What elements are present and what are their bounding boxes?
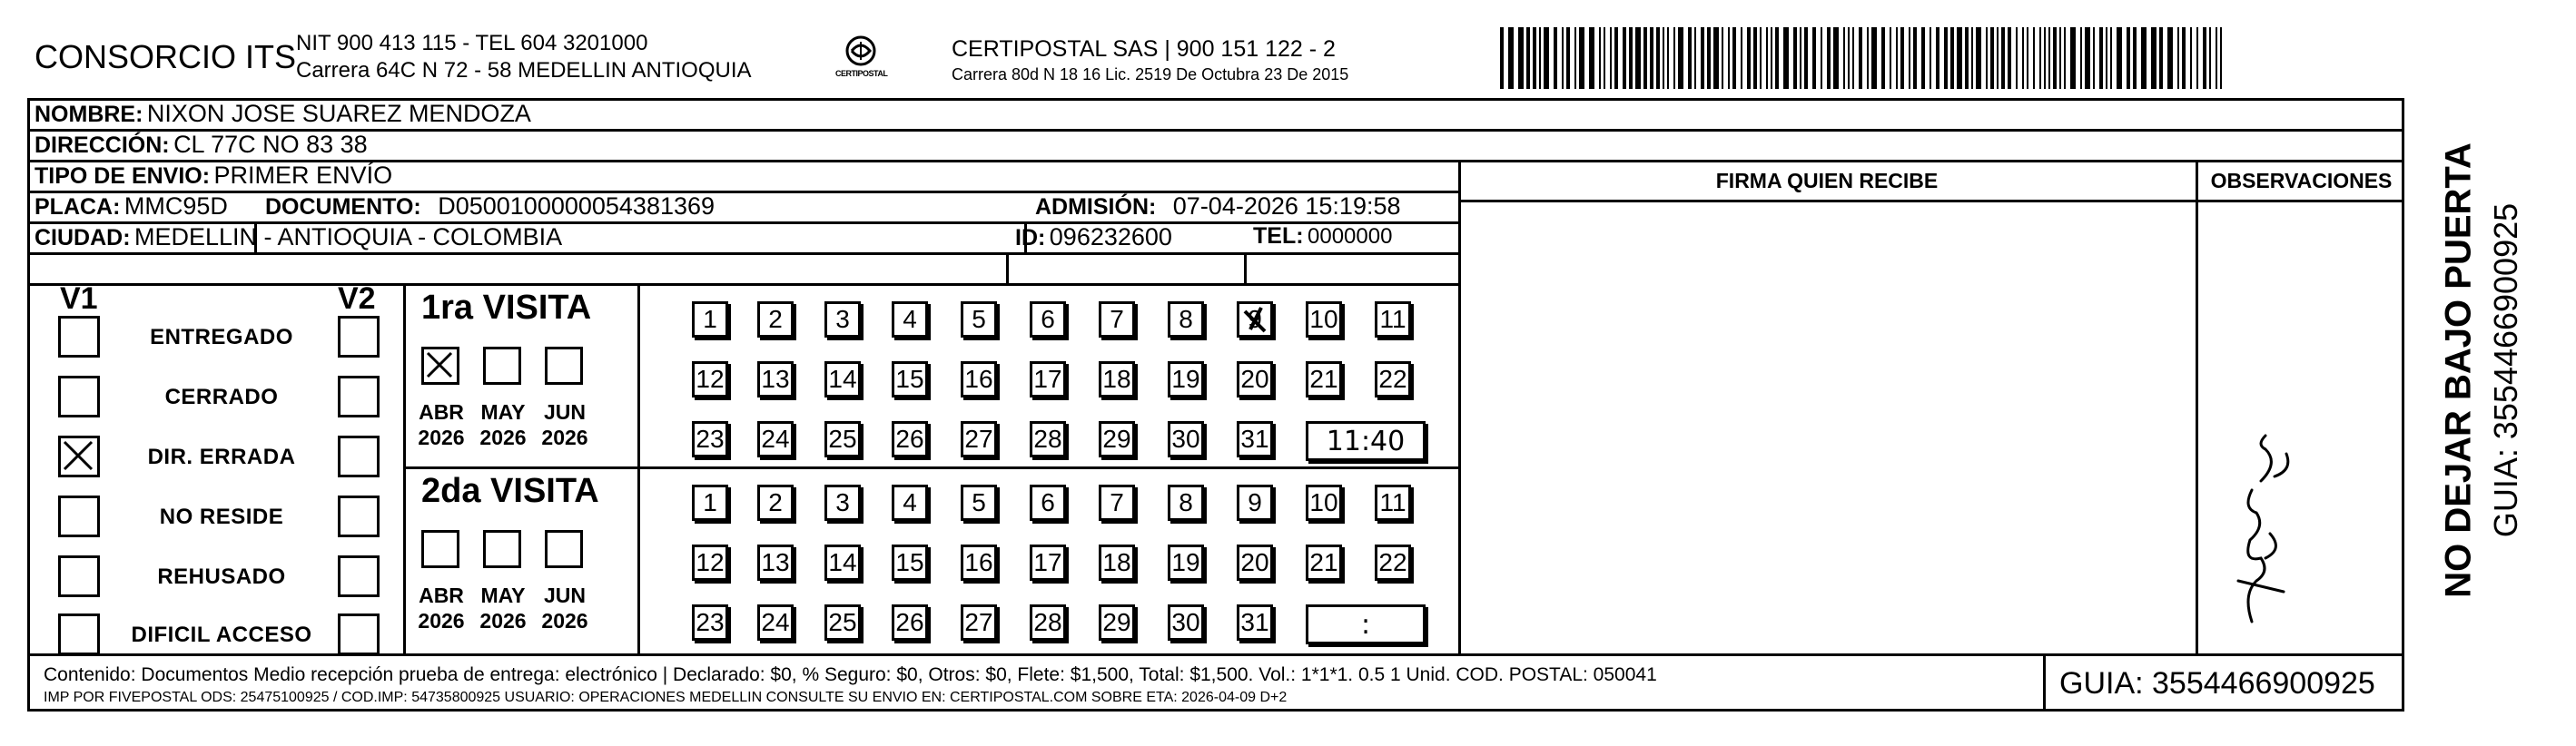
company-nit: NIT 900 413 115 - TEL 604 3201000 bbox=[296, 31, 648, 55]
day-number: 11 bbox=[1379, 488, 1406, 516]
admision-row bbox=[1035, 192, 1401, 221]
month-label-0-2 bbox=[538, 399, 592, 450]
nombre-value: NIXON JOSE SUAREZ MENDOZA bbox=[146, 100, 531, 127]
day-box-0-17[interactable] bbox=[1030, 361, 1066, 398]
day-box-0-7[interactable] bbox=[1099, 301, 1135, 338]
day-box-0-24[interactable] bbox=[757, 421, 794, 457]
certipostal-line2: Carrera 80d N 18 16 Lic. 2519 De Octubra 23 De 2015 bbox=[952, 65, 1349, 83]
day-number: 28 bbox=[1033, 608, 1062, 636]
direccion-row bbox=[35, 131, 368, 159]
day-box-0-20[interactable] bbox=[1237, 361, 1273, 398]
day-box-0-18[interactable] bbox=[1099, 361, 1135, 398]
day-number: 13 bbox=[761, 548, 790, 576]
day-box-0-1[interactable] bbox=[692, 301, 728, 338]
tel-value: 0000000 bbox=[1308, 224, 1393, 249]
month-year: 2026 bbox=[479, 426, 527, 449]
v2-checkbox-2[interactable] bbox=[338, 436, 380, 477]
day-number: 20 bbox=[1240, 365, 1269, 393]
month-name: ABR bbox=[419, 400, 464, 424]
x-mark-icon bbox=[61, 438, 97, 475]
month-year: 2026 bbox=[418, 426, 465, 449]
day-number: 26 bbox=[895, 608, 924, 636]
day-number: 25 bbox=[828, 608, 857, 636]
v2-checkbox-3[interactable] bbox=[338, 496, 380, 537]
tipo-value: PRIMER ENVÍO bbox=[213, 162, 393, 189]
day-box-0-15[interactable] bbox=[892, 361, 928, 398]
day-box-1-17[interactable] bbox=[1030, 545, 1066, 581]
month-year: 2026 bbox=[541, 426, 588, 449]
day-box-0-8[interactable] bbox=[1168, 301, 1204, 338]
footer-guia: GUIA: 3554466900925 bbox=[2059, 666, 2375, 701]
day-box-0-11[interactable] bbox=[1375, 301, 1411, 338]
day-number: 2 bbox=[768, 305, 783, 333]
day-box-0-13[interactable] bbox=[757, 361, 794, 398]
day-number: 17 bbox=[1033, 548, 1062, 576]
nombre-label: NOMBRE: bbox=[35, 102, 143, 127]
day-box-1-16[interactable] bbox=[961, 545, 997, 581]
month-label-0-1 bbox=[476, 399, 530, 450]
day-box-1-8[interactable] bbox=[1168, 485, 1204, 521]
day-number: 31 bbox=[1240, 425, 1269, 453]
day-box-0-28[interactable] bbox=[1030, 421, 1066, 457]
day-number: 19 bbox=[1171, 365, 1200, 393]
placa-value: MMC95D bbox=[123, 192, 228, 220]
day-number: 27 bbox=[964, 608, 993, 636]
status-label-2: DIR. ERRADA bbox=[147, 445, 296, 469]
day-box-1-25[interactable] bbox=[824, 604, 861, 641]
day-number: 22 bbox=[1378, 365, 1407, 393]
day-box-0-26[interactable] bbox=[892, 421, 928, 457]
firma-label: FIRMA QUIEN RECIBE bbox=[1715, 169, 1939, 192]
day-box-1-15[interactable] bbox=[892, 545, 928, 581]
day-box-0-14[interactable] bbox=[824, 361, 861, 398]
day-number: 24 bbox=[761, 425, 790, 453]
admision-value: 07-04-2026 15:19:58 bbox=[1172, 192, 1401, 220]
id-label: ID: bbox=[1015, 225, 1046, 250]
day-number: 22 bbox=[1378, 548, 1407, 576]
day-box-1-9[interactable] bbox=[1237, 485, 1273, 521]
day-box-1-30[interactable] bbox=[1168, 604, 1204, 641]
v1-checkbox-4[interactable] bbox=[58, 555, 100, 597]
day-box-0-31[interactable] bbox=[1237, 421, 1273, 457]
certipostal-logo bbox=[832, 33, 890, 87]
day-box-0-16[interactable] bbox=[961, 361, 997, 398]
day-box-1-10[interactable] bbox=[1306, 485, 1342, 521]
day-check-mark-icon bbox=[1239, 304, 1270, 335]
time-value: 11:40 bbox=[1326, 425, 1406, 457]
signature-area[interactable] bbox=[1461, 202, 2196, 653]
ciudad-label: CIUDAD: bbox=[35, 225, 131, 250]
day-number: 1 bbox=[703, 305, 717, 333]
time-box-0[interactable] bbox=[1306, 421, 1426, 461]
day-box-1-28[interactable] bbox=[1030, 604, 1066, 641]
day-box-1-14[interactable] bbox=[824, 545, 861, 581]
tipo-row bbox=[35, 162, 392, 190]
day-box-1-7[interactable] bbox=[1099, 485, 1135, 521]
day-number: 30 bbox=[1171, 608, 1200, 636]
day-box-0-23[interactable] bbox=[692, 421, 728, 457]
day-number: 23 bbox=[696, 425, 725, 453]
v2-checkbox-4[interactable] bbox=[338, 555, 380, 597]
month-name: MAY bbox=[480, 400, 526, 424]
documento-value: D0500100000054381369 bbox=[438, 192, 716, 220]
day-box-1-20[interactable] bbox=[1237, 545, 1273, 581]
admision-label: ADMISIÓN: bbox=[1035, 194, 1157, 220]
day-box-0-9[interactable] bbox=[1237, 301, 1273, 338]
status-label-3: NO RESIDE bbox=[159, 505, 284, 529]
day-number: 4 bbox=[903, 305, 917, 333]
day-box-0-2[interactable] bbox=[757, 301, 794, 338]
day-box-1-19[interactable] bbox=[1168, 545, 1204, 581]
placa-label: PLACA: bbox=[35, 194, 121, 220]
documento-row bbox=[265, 192, 715, 221]
v1-checkbox-2[interactable] bbox=[58, 436, 100, 477]
id-value: 096232600 bbox=[1049, 223, 1172, 250]
direccion-value: CL 77C NO 83 38 bbox=[173, 131, 368, 158]
day-box-1-2[interactable] bbox=[757, 485, 794, 521]
day-number: 4 bbox=[903, 488, 917, 516]
day-number: 24 bbox=[761, 608, 790, 636]
day-box-1-31[interactable] bbox=[1237, 604, 1273, 641]
v2-checkbox-1[interactable] bbox=[338, 376, 380, 417]
visit-title-0: 1ra VISITA bbox=[421, 289, 592, 327]
day-number: 26 bbox=[895, 425, 924, 453]
month-name: JUN bbox=[543, 400, 586, 424]
day-box-0-29[interactable] bbox=[1099, 421, 1135, 457]
day-number: 29 bbox=[1102, 608, 1131, 636]
handwritten-signature bbox=[2216, 427, 2306, 635]
day-number: 25 bbox=[828, 425, 857, 453]
company-address: Carrera 64C N 72 - 58 MEDELLIN ANTIOQUIA bbox=[296, 58, 752, 83]
month-year: 2026 bbox=[479, 609, 527, 633]
month-year: 2026 bbox=[418, 609, 465, 633]
tel-label: TEL: bbox=[1253, 223, 1304, 249]
day-box-1-26[interactable] bbox=[892, 604, 928, 641]
month-checkbox-1-jun[interactable] bbox=[545, 530, 583, 568]
day-number: 9 bbox=[1248, 305, 1262, 333]
month-label-1-0 bbox=[414, 583, 469, 633]
day-number: 30 bbox=[1171, 425, 1200, 453]
day-number: 23 bbox=[696, 608, 725, 636]
day-box-1-4[interactable] bbox=[892, 485, 928, 521]
day-box-1-11[interactable] bbox=[1375, 485, 1411, 521]
day-box-1-21[interactable] bbox=[1306, 545, 1342, 581]
day-number: 1 bbox=[703, 488, 717, 516]
day-number: 5 bbox=[972, 488, 986, 516]
day-box-1-1[interactable] bbox=[692, 485, 728, 521]
day-box-0-3[interactable] bbox=[824, 301, 861, 338]
day-number: 3 bbox=[835, 488, 850, 516]
day-number: 15 bbox=[895, 548, 924, 576]
day-number: 21 bbox=[1309, 548, 1338, 576]
month-label-1-2 bbox=[538, 583, 592, 633]
status-label-5: DIFICIL ACCESO bbox=[131, 623, 312, 647]
observaciones-label: OBSERVACIONES bbox=[2210, 169, 2393, 192]
day-number: 8 bbox=[1179, 488, 1193, 516]
day-number: 2 bbox=[768, 488, 783, 516]
footer-line1: Contenido: Documentos Medio recepción prueba de entrega: electrónico | Declarado: $0, % Seguro: $0, Otros: $0, Flete: $1,500, Total: $1,500. Vol.: 1*1*1. 0.5 1 Unid. COD. POSTAL: 050041 bbox=[44, 664, 1657, 685]
day-box-0-10[interactable] bbox=[1306, 301, 1342, 338]
day-box-0-25[interactable] bbox=[824, 421, 861, 457]
month-checkbox-0-may[interactable] bbox=[483, 347, 521, 385]
day-number: 18 bbox=[1102, 548, 1131, 576]
month-year: 2026 bbox=[541, 609, 588, 633]
id-row bbox=[1015, 223, 1172, 251]
v2-label: V2 bbox=[338, 281, 376, 316]
v1-label: V1 bbox=[60, 281, 98, 316]
footer-line2: IMP POR FIVEPOSTAL ODS: 25475100925 / COD.IMP: 54735800925 USUARIO: OPERACIONES MEDELLIN CONSULTE SU ENVIO EN: CERTIPOSTAL.COM SOBRE ETA: 2026-04-09 D+2 bbox=[44, 690, 1288, 705]
day-box-1-12[interactable] bbox=[692, 545, 728, 581]
day-number: 6 bbox=[1041, 305, 1055, 333]
v1-checkbox-1[interactable] bbox=[58, 376, 100, 417]
barcode bbox=[1500, 27, 2225, 89]
month-checkbox-1-abr[interactable] bbox=[421, 530, 459, 568]
day-box-0-30[interactable] bbox=[1168, 421, 1204, 457]
tel-row bbox=[1253, 223, 1392, 250]
day-box-0-5[interactable] bbox=[961, 301, 997, 338]
side-no-dejar: NO DEJAR BAJO PUERTA bbox=[2438, 142, 2479, 598]
day-box-1-18[interactable] bbox=[1099, 545, 1135, 581]
day-number: 9 bbox=[1248, 488, 1262, 516]
day-number: 10 bbox=[1309, 305, 1338, 333]
day-number: 19 bbox=[1171, 548, 1200, 576]
certipostal-logo-icon bbox=[832, 33, 890, 87]
tipo-label: TIPO DE ENVIO: bbox=[35, 163, 211, 189]
day-box-0-4[interactable] bbox=[892, 301, 928, 338]
v2-checkbox-5[interactable] bbox=[338, 613, 380, 655]
day-box-1-24[interactable] bbox=[757, 604, 794, 641]
status-label-4: REHUSADO bbox=[157, 564, 286, 589]
v1-checkbox-3[interactable] bbox=[58, 496, 100, 537]
visit-title-1: 2da VISITA bbox=[421, 472, 599, 510]
day-box-0-21[interactable] bbox=[1306, 361, 1342, 398]
certipostal-line1: CERTIPOSTAL SAS | 900 151 122 - 2 bbox=[952, 36, 1336, 62]
day-box-0-22[interactable] bbox=[1375, 361, 1411, 398]
day-number: 12 bbox=[696, 548, 725, 576]
v2-checkbox-0[interactable] bbox=[338, 316, 380, 358]
v1-checkbox-5[interactable] bbox=[58, 613, 100, 655]
documento-label: DOCUMENTO: bbox=[265, 194, 421, 220]
day-number: 8 bbox=[1179, 305, 1193, 333]
status-label-0: ENTREGADO bbox=[150, 325, 293, 349]
v1-checkbox-0[interactable] bbox=[58, 316, 100, 358]
day-number: 21 bbox=[1309, 365, 1338, 393]
time-box-1[interactable] bbox=[1306, 604, 1426, 644]
day-number: 7 bbox=[1110, 305, 1124, 333]
day-number: 11 bbox=[1379, 305, 1406, 333]
ciudad-row bbox=[35, 223, 562, 251]
day-number: 31 bbox=[1240, 608, 1269, 636]
placa-row bbox=[35, 192, 228, 221]
month-checkbox-0-jun[interactable] bbox=[545, 347, 583, 385]
day-box-1-27[interactable] bbox=[961, 604, 997, 641]
day-number: 14 bbox=[828, 548, 857, 576]
month-name: ABR bbox=[419, 584, 464, 607]
company-name: CONSORCIO ITS bbox=[35, 38, 297, 75]
day-number: 27 bbox=[964, 425, 993, 453]
day-number: 16 bbox=[964, 548, 993, 576]
month-label-1-1 bbox=[476, 583, 530, 633]
day-box-1-6[interactable] bbox=[1030, 485, 1066, 521]
day-box-1-13[interactable] bbox=[757, 545, 794, 581]
day-number: 5 bbox=[972, 305, 986, 333]
time-value: : bbox=[1360, 608, 1371, 641]
ciudad-value: MEDELLIN - ANTIOQUIA - COLOMBIA bbox=[134, 223, 563, 250]
day-box-1-22[interactable] bbox=[1375, 545, 1411, 581]
day-box-0-12[interactable] bbox=[692, 361, 728, 398]
x-mark-icon bbox=[424, 349, 457, 382]
day-box-0-19[interactable] bbox=[1168, 361, 1204, 398]
day-box-1-29[interactable] bbox=[1099, 604, 1135, 641]
nombre-row bbox=[35, 100, 531, 128]
day-number: 28 bbox=[1033, 425, 1062, 453]
day-number: 15 bbox=[895, 365, 924, 393]
direccion-label: DIRECCIÓN: bbox=[35, 133, 170, 158]
day-number: 17 bbox=[1033, 365, 1062, 393]
month-checkbox-0-abr[interactable] bbox=[421, 347, 459, 385]
day-box-1-5[interactable] bbox=[961, 485, 997, 521]
day-number: 16 bbox=[964, 365, 993, 393]
day-number: 7 bbox=[1110, 488, 1124, 516]
day-number: 29 bbox=[1102, 425, 1131, 453]
side-guia: GUIA: 3554466900925 bbox=[2487, 202, 2524, 538]
day-number: 14 bbox=[828, 365, 857, 393]
logo-caption: CERTIPOSTAL bbox=[835, 69, 888, 78]
month-name: JUN bbox=[543, 584, 586, 607]
month-label-0-0 bbox=[414, 399, 469, 450]
day-number: 3 bbox=[835, 305, 850, 333]
day-number: 10 bbox=[1309, 488, 1338, 516]
day-box-1-23[interactable] bbox=[692, 604, 728, 641]
day-number: 12 bbox=[696, 365, 725, 393]
month-checkbox-1-may[interactable] bbox=[483, 530, 521, 568]
day-number: 6 bbox=[1041, 488, 1055, 516]
day-box-0-6[interactable] bbox=[1030, 301, 1066, 338]
month-name: MAY bbox=[480, 584, 526, 607]
day-box-1-3[interactable] bbox=[824, 485, 861, 521]
day-number: 20 bbox=[1240, 548, 1269, 576]
day-box-0-27[interactable] bbox=[961, 421, 997, 457]
day-number: 18 bbox=[1102, 365, 1131, 393]
status-label-1: CERRADO bbox=[164, 385, 279, 409]
day-number: 13 bbox=[761, 365, 790, 393]
